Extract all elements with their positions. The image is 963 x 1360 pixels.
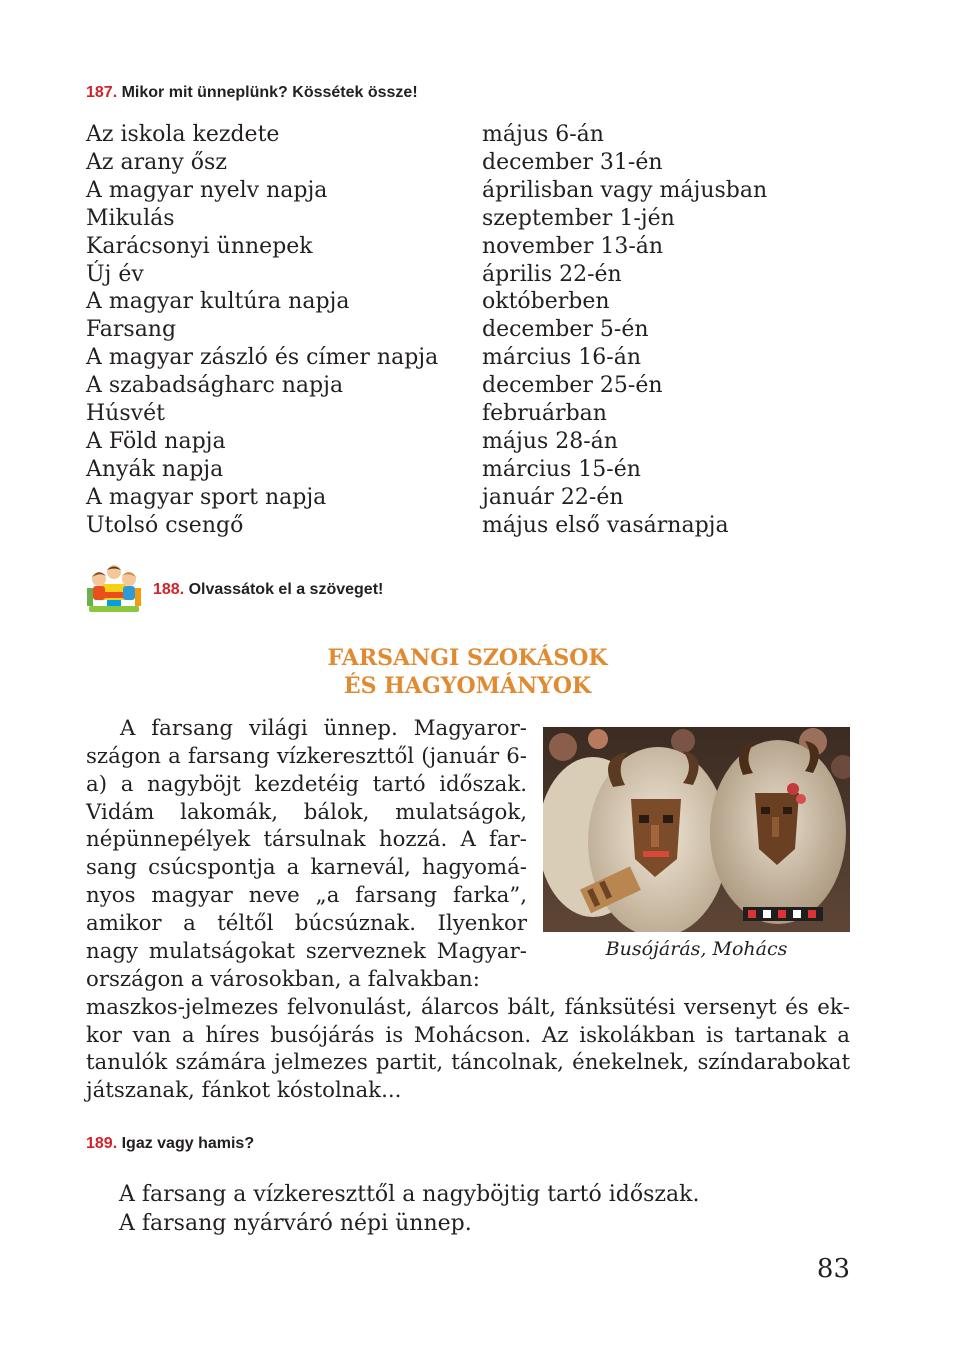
- true-false-statements: [119, 1180, 699, 1238]
- holiday-item: A magyar sport napja: [86, 484, 327, 510]
- holiday-item: A Föld napja: [86, 428, 226, 454]
- exercise-number: 189.: [86, 1135, 118, 1152]
- date-list: [482, 121, 767, 540]
- holiday-item: Az iskola kezdete: [86, 122, 280, 147]
- holiday-item: Farsang: [86, 317, 177, 343]
- statement-item: A farsang nyárváró népi ünnep.: [119, 1211, 472, 1236]
- children-reading-icon: [84, 562, 144, 616]
- date-item: októberben: [482, 289, 610, 315]
- date-item: március 15-én: [482, 456, 641, 482]
- page-number: 83: [816, 1254, 850, 1284]
- date-item: december 25-én: [482, 373, 663, 399]
- exercise-189-heading: [86, 1135, 254, 1153]
- date-item: december 5-én: [482, 317, 649, 343]
- exercise-instruction: Olvassátok el a szöveget!: [188, 581, 384, 598]
- date-item: szeptember 1-jén: [482, 205, 675, 231]
- holiday-item: Az arany ősz: [86, 149, 227, 175]
- exercise-188-heading: [153, 581, 383, 599]
- busojaras-photo: [543, 727, 850, 932]
- holiday-item: Új év: [86, 261, 144, 287]
- date-item: áprilisban vagy májusban: [482, 177, 768, 203]
- article-title-line: FARSANGI SZOKÁSOK: [327, 645, 608, 671]
- holiday-item: Utolsó csengő: [86, 512, 244, 538]
- holiday-item: Mikulás: [86, 205, 175, 231]
- exercise-number: 188.: [153, 581, 185, 598]
- article-paragraph: maszkos-jelmezes felvonulást, álarcos bált, fánksütési versenyt és ekkor van a híres busójárás is Mohácson. Az iskolákban is tartanak a tanulók számára jelmezes partit, táncolnak, énekelnek, színdarabokat játszanak, fánkot kóstolnak...: [86, 995, 850, 1103]
- holiday-item: A magyar kultúra napja: [86, 289, 350, 315]
- date-item: január 22-én: [482, 484, 624, 510]
- exercise-187-heading: [86, 84, 418, 102]
- article-paragraph: A farsang világi ünnep. Magyarországon a farsang vízkereszttől (január 6-a) a nagyböjt kezdetéig tartó időszak. Vidám lakomák, bálok, mulatságok, népünnepélyek társulnak hozzá. A farsang csúcspontja a karnevál, hagyományos magyar neve „a farsang farka”, amikor a téltől búcsúznak. Ilyenkor nagy mulatságokat szerveznek Magyarországon a városokban, a falvakban:: [86, 716, 527, 992]
- date-item: május első vasárnapja: [482, 512, 729, 538]
- date-item: március 16-án: [482, 345, 642, 371]
- photo-caption: Busójárás, Mohács: [605, 938, 788, 960]
- busojaras-photo-illustration: [543, 727, 850, 932]
- article-title: [0, 644, 935, 700]
- date-item: április 22-én: [482, 261, 622, 287]
- holiday-item: A magyar nyelv napja: [86, 177, 328, 203]
- exercise-instruction: Igaz vagy hamis?: [121, 1135, 255, 1152]
- holiday-item: Anyák napja: [86, 456, 224, 482]
- exercise-number: 187.: [86, 84, 118, 101]
- statement-item: A farsang a vízkereszttől a nagyböjtig tartó időszak.: [119, 1182, 700, 1207]
- date-item: május 28-án: [482, 428, 618, 454]
- date-item: december 31-én: [482, 149, 663, 175]
- holiday-list: [86, 121, 438, 540]
- date-item: februárban: [482, 401, 607, 427]
- holiday-item: Húsvét: [86, 401, 165, 427]
- article-title-line: ÉS HAGYOMÁNYOK: [343, 673, 592, 699]
- exercise-instruction: Mikor mit ünneplünk? Kössétek össze!: [121, 84, 418, 101]
- date-item: május 6-án: [482, 122, 604, 147]
- date-item: november 13-án: [482, 233, 664, 259]
- holiday-item: A magyar zászló és címer napja: [86, 345, 439, 371]
- holiday-item: Karácsonyi ünnepek: [86, 233, 313, 259]
- holiday-item: A szabadságharc napja: [86, 373, 344, 399]
